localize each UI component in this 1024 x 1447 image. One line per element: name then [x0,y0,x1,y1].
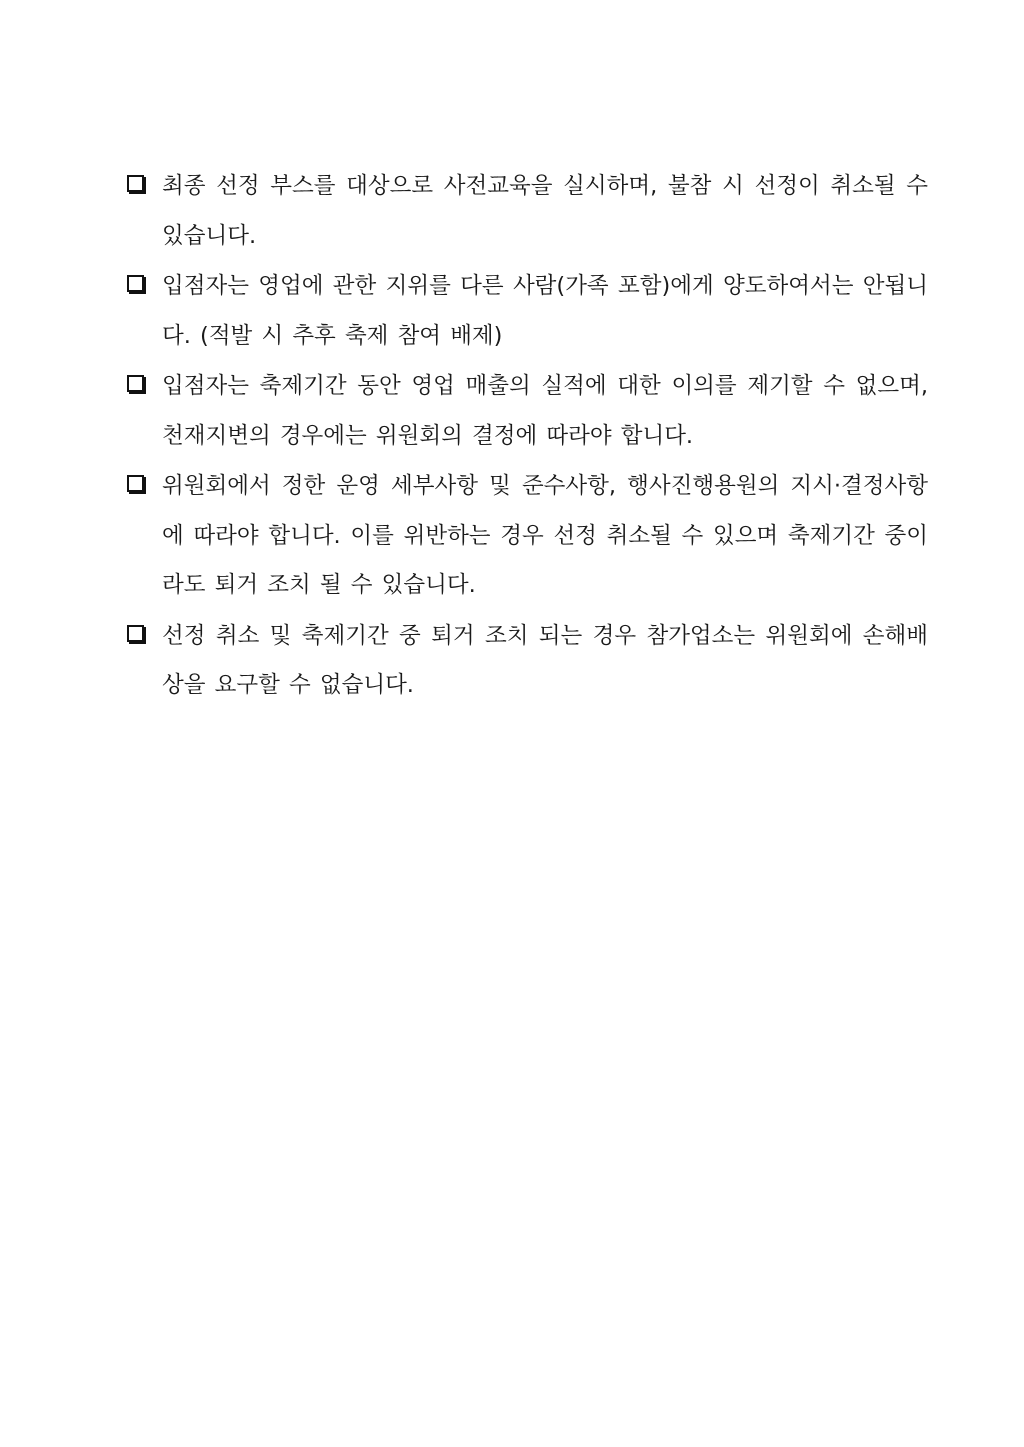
notice-text: 입점자는 축제기간 동안 영업 매출의 실적에 대한 이의를 제기할 수 없으며, 천재지변의 경우에는 위원회의 결정에 따라야 합니다. [162,373,928,449]
checkbox-bullet-icon [127,475,144,492]
checkbox-bullet-icon [127,625,144,642]
notice-list [124,162,928,712]
notice-text: 최종 선정 부스를 대상으로 사전교육을 실시하며, 불참 시 선정이 취소될 수 있습니다. [162,173,928,249]
checkbox-bullet-icon [127,175,144,192]
notice-item [124,262,928,361]
notice-text: 입점자는 영업에 관한 지위를 다른 사람(가족 포함)에게 양도하여서는 안됩니다. (적발 시 추후 축제 참여 배제) [162,273,928,349]
notice-text: 선정 취소 및 축제기간 중 퇴거 조치 되는 경우 참가업소는 위원회에 손해배상을 요구할 수 없습니다. [162,622,928,698]
notice-item [124,162,928,261]
notice-text: 위원회에서 정한 운영 세부사항 및 준수사항, 행사진행용원의 지시·결정사항에 따라야 합니다. 이를 위반하는 경우 선정 취소될 수 있으며 축제기간 중이라도 퇴거 조치 될 수 있습니다. [162,473,928,598]
notice-item [124,612,928,711]
notice-item [124,362,928,461]
checkbox-bullet-icon [127,375,144,392]
notice-item [124,462,928,611]
checkbox-bullet-icon [127,275,144,292]
